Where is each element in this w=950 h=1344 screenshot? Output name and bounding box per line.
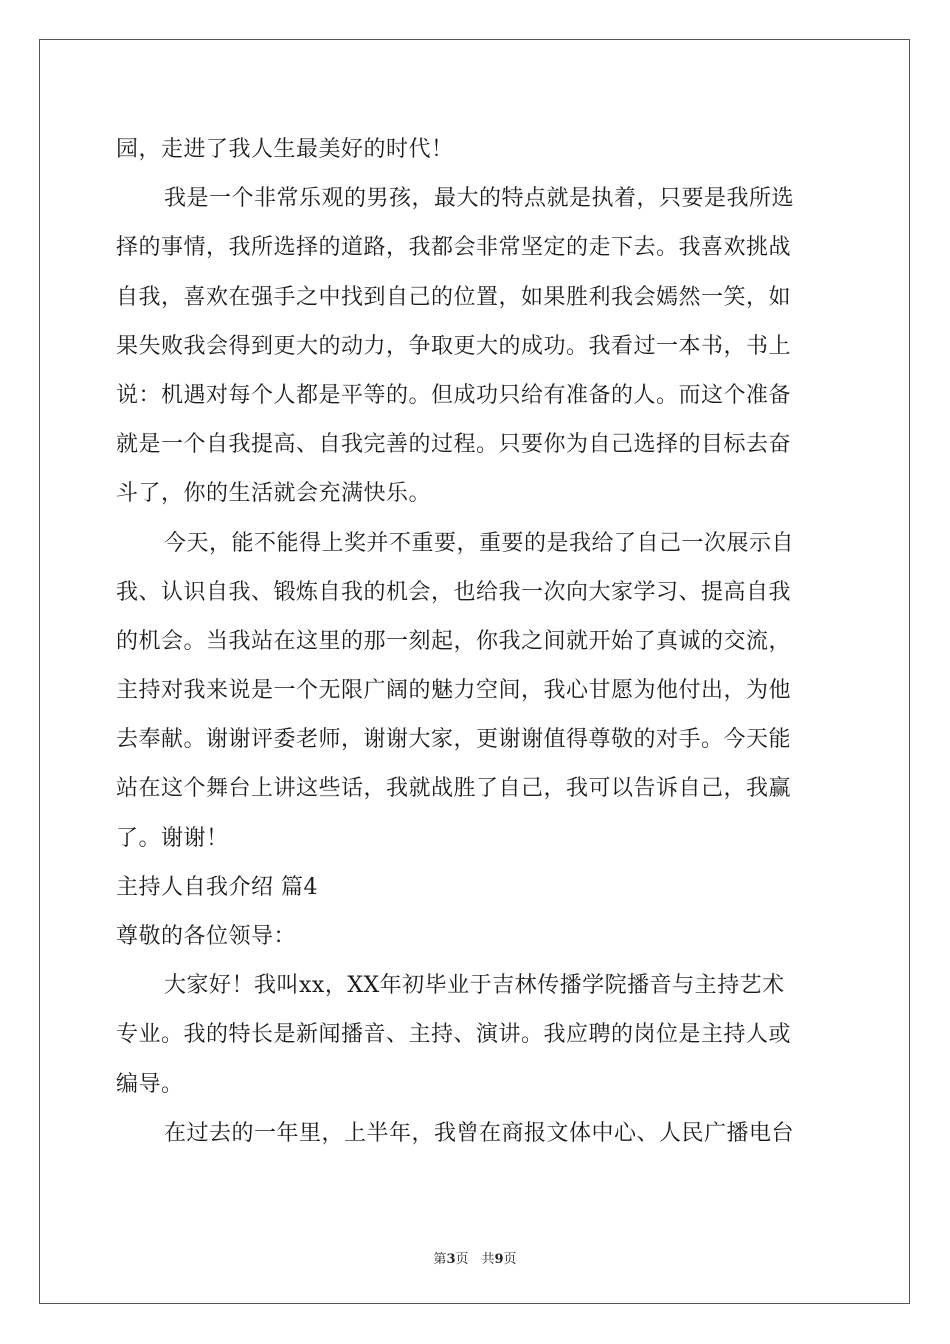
text-line: 去奉献。谢谢评委老师，谢谢大家，更谢谢值得尊敬的对手。今天能: [116, 727, 792, 753]
text-line: 我是一个非常乐观的男孩，最大的特点就是执着，只要是我所选: [164, 186, 795, 212]
text-line: 自我，喜欢在强手之中找到自己的位置，如果胜利我会嫣然一笑，如: [116, 284, 792, 310]
page-footer: [0, 1248, 950, 1267]
current-page-number: 3: [446, 1252, 456, 1267]
text-line: 在过去的一年里，上半年，我曾在商报文体中心、人民广播电台: [164, 1120, 795, 1146]
text-line: 主持人自我介绍 篇4: [116, 874, 318, 900]
footer-middle: 页 共: [455, 1252, 495, 1267]
text-line: 了。谢谢！: [116, 825, 229, 851]
text-line: 专业。我的特长是新闻播音、主持、演讲。我应聘的岗位是主持人或: [116, 1022, 792, 1048]
text-line: 果失败我会得到更大的动力，争取更大的成功。我看过一本书，书上: [116, 333, 792, 359]
text-line: 斗了，你的生活就会充满快乐。: [116, 481, 432, 507]
text-line: 今天，能不能得上奖并不重要，重要的是我给了自己一次展示自: [164, 530, 795, 556]
footer-suffix: 页: [503, 1252, 517, 1267]
text-line: 站在这个舞台上讲这些话，我就战胜了自己，我可以告诉自己，我赢: [116, 776, 792, 802]
text-line: 说：机遇对每个人都是平等的。但成功只给有准备的人。而这个准备: [116, 382, 792, 408]
footer-prefix: 第: [433, 1252, 447, 1267]
text-line: 编导。: [116, 1071, 184, 1097]
text-line: 大家好！我叫xx，XX年初毕业于吉林传播学院播音与主持艺术: [164, 973, 785, 999]
text-line: 主持对我来说是一个无限广阔的魅力空间，我心甘愿为他付出，为他: [116, 678, 792, 704]
text-line: 园，走进了我人生最美好的时代！: [116, 137, 454, 162]
text-line: 我、认识自我、锻炼自我的机会，也给我一次向大家学习、提高自我: [116, 579, 792, 605]
text-line: 择的事情，我所选择的道路，我都会非常坚定的走下去。我喜欢挑战: [116, 235, 792, 261]
total-page-count: 9: [494, 1252, 504, 1267]
document-body: [116, 125, 836, 1158]
text-line: 就是一个自我提高、自我完善的过程。只要你为自己选择的目标去奋: [116, 432, 792, 458]
text-line: 的机会。当我站在这里的那一刻起，你我之间就开始了真诚的交流，: [116, 628, 792, 654]
text-line: 尊敬的各位领导：: [116, 924, 297, 949]
